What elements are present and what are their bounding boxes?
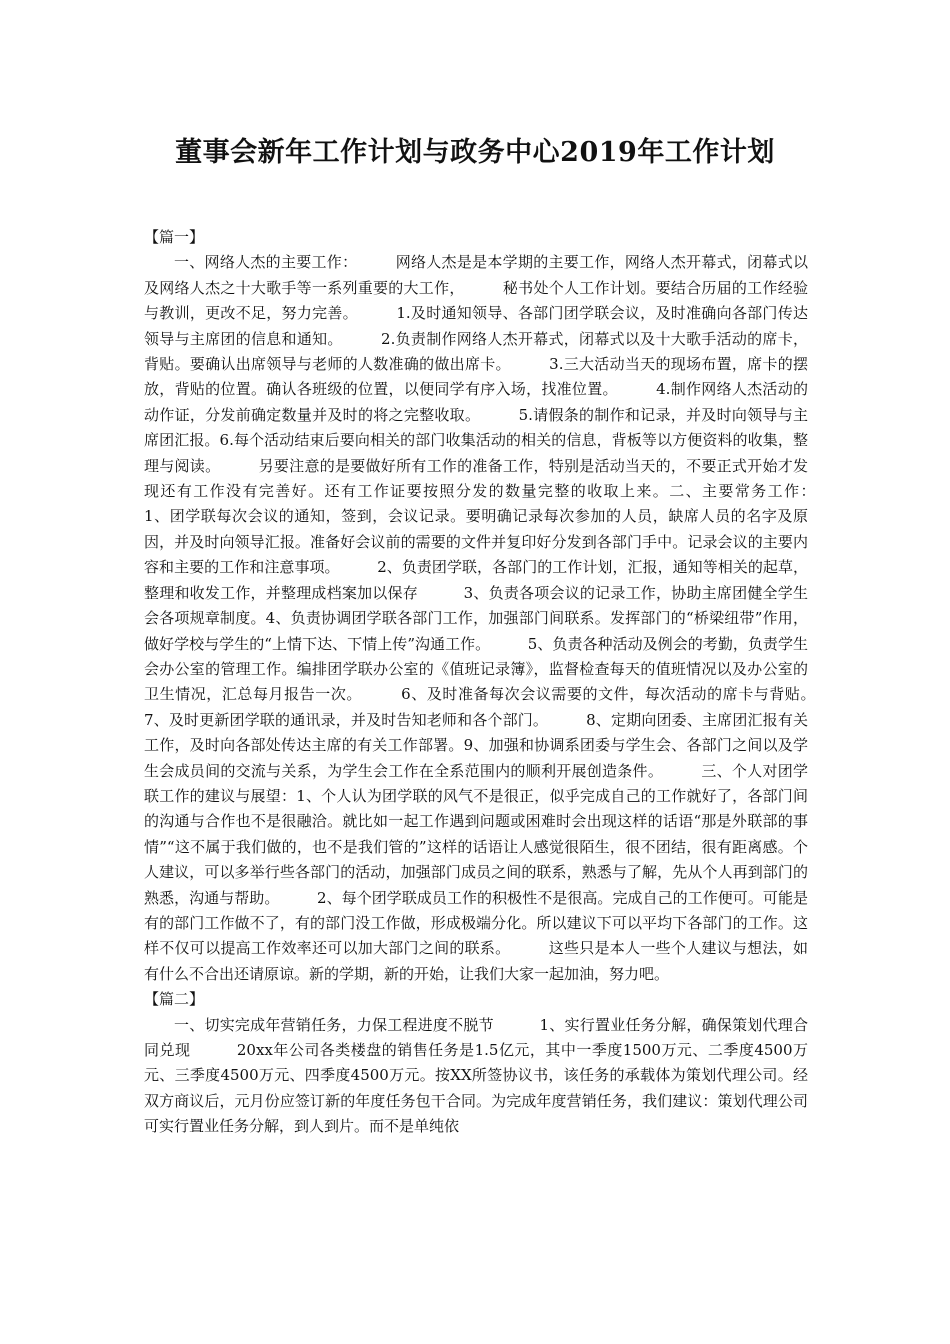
document-title: 董事会新年工作计划与政务中心2019年工作计划: [175, 137, 775, 168]
section-paragraph: 一、网络人杰的主要工作： 网络人杰是是本学期的主要工作，网络人杰开幕式，闭幕式以及网络人杰之十大歌手等一系列重要的大工作， 秘书处个人工作计划。要结合历届的工作经验与教训，更改不足，努力完善。 1.及时通知领导、各部门团学联会议，及时准确向各部门传达领导与主席团的信息和通知。 2.负责制作网络人杰开幕式，闭幕式以及十大歌手活动的席卡，背贴。要确认出席领导与老师的人数准确的做出席卡。 3.三大活动当天的现场布置，席卡的摆放，背贴的位置。确认各班级的位置，以便同学有序入场，找准位置。 4.制作网络人杰活动的动作证，分发前确定数量并及时的将之完整收取。 5.请假条的制作和记录，并及时向领导与主席团汇报。6.每个活动结束后要向相关的部门收集活动的相关的信息，背板等以方便资料的收集，整理与阅读。 另要注意的是要做好所有工作的准备工作，特别是活动当天的，不要正式开始才发现还有工作没有完善好。还有工作证要按照分发的数量完整的收取上来。二、主要常务工作： 1、团学联每次会议的通知，签到，会议记录。要明确记录每次参加的人员，缺席人员的名字及原因，并及时向领导汇报。准备好会议前的需要的文件并复印好分发到各部门手中。记录会议的主要内容和主要的工作和注意事项。 2、负责团学联，各部门的工作计划，汇报，通知等相关的起草，整理和收发工作，并整理成档案加以保存 3、负责各项会议的记录工作，协助主席团健全学生会各项规章制度。4、负责协调团学联各部门工作，加强部门间联系。发挥部门的“桥梁纽带”作用，做好学校与学生的“上情下达、下情上传”沟通工作。 5、负责各种活动及例会的考勤，负责学生会办公室的管理工作。编排团学联办公室的《值班记录簿》，监督检查每天的值班情况以及办公室的卫生情况，汇总每月报告一次。 6、及时准备每次会议需要的文件，每次活动的席卡与背贴。 7、及时更新团学联的通讯录，并及时告知老师和各个部门。 8、定期向团委、主席团汇报有关工作，及时向各部处传达主席的有关工作部署。9、加强和协调系团委与学生会、各部门之间以及学生会成员间的交流与关系，为学生会工作在全系范围内的顺利开展创造条件。 三、个人对团学联工作的建议与展望：1、个人认为团学联的风气不是很正，似乎完成自己的工作就好了，各部门间的沟通与合作也不是很融洽。就比如一起工作遇到问题或困难时会出现这样的话语“那是外联部的事情”“这不属于我们做的，也不是我们管的”这样的话语让人感觉很陌生，很不团结，很有距离感。个人建议，可以多举行些各部门的活动，加强部门成员之间的联系，熟悉与了解，先从个人再到部门的熟悉，沟通与帮助。 2、每个团学联成员工作的积极性不是很高。完成自己的工作便可。可能是有的部门工作做不了，有的部门没工作做，形成极端分化。所以建议下可以平均下各部门的工作。这样不仅可以提高工作效率还可以加大部门之间的联系。 这些只是本人一些个人建议与想法，如有什么不合出还请原谅。新的学期，新的开始，让我们大家一起加油，努力吧。: [144, 253, 854, 983]
document-body: [144, 225, 854, 1140]
section-heading: 【篇二】: [144, 990, 205, 1009]
section-paragraph: 一、切实完成年营销任务，力保工程进度不脱节 1、实行置业任务分解，确保策划代理合同兑现 20xx年公司各类楼盘的销售任务是1.5亿元，其中一季度1500万元、二季度4500万元、三季度4500万元、四季度4500万元。按XX所签协议书，该任务的承载体为策划代理公司。经双方商议后，元月份应签订新的年度任务包干合同。为完成年度营销任务，我们建议：策划代理公司可实行置业任务分解，到人到片。而不是单纯依: [144, 1015, 808, 1136]
section-1: [144, 225, 854, 987]
section-heading: 【篇一】: [144, 228, 205, 246]
section-2: [144, 987, 808, 1139]
